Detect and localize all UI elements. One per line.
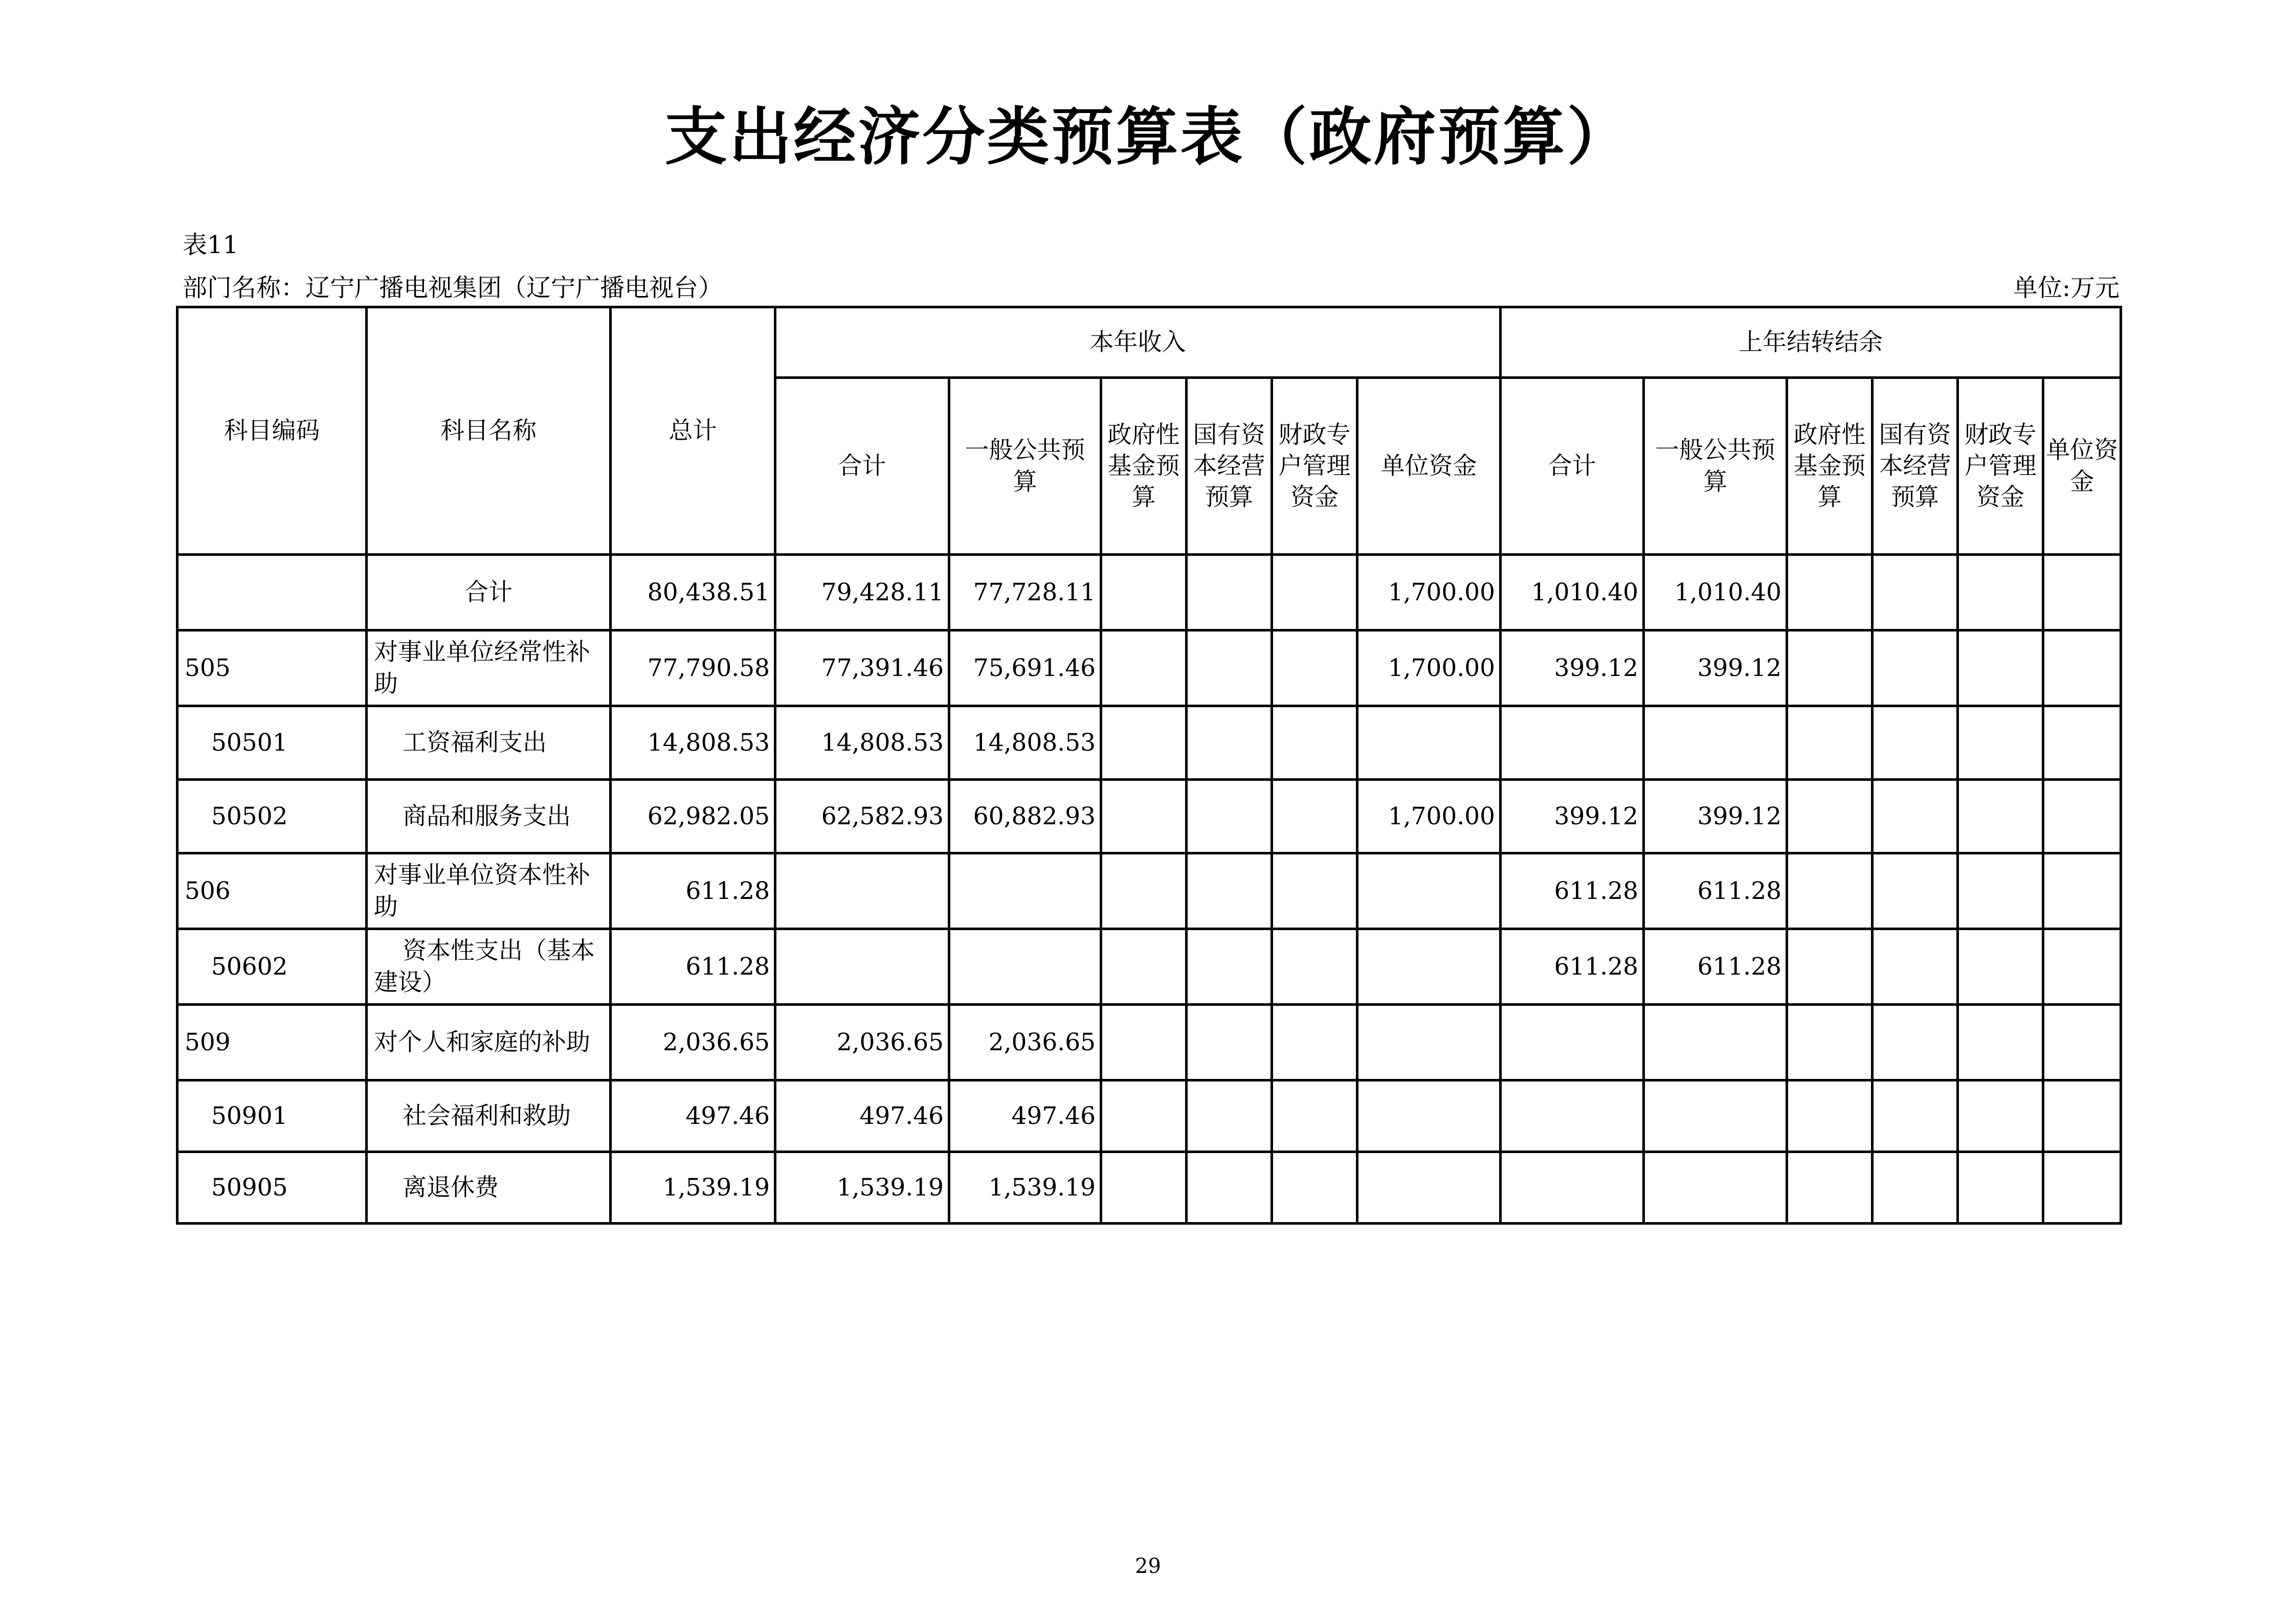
row-y-fund — [1101, 555, 1187, 630]
row-code: 50502 — [177, 780, 367, 853]
row-y-special — [1272, 630, 1357, 706]
header-y-special: 财政专户管理资金 — [1272, 378, 1357, 555]
row-code: 506 — [177, 853, 367, 929]
header-c-total: 合计 — [1501, 378, 1644, 555]
table-row — [177, 706, 2121, 780]
row-y-state — [1187, 853, 1272, 929]
row-c-unit — [2043, 1152, 2121, 1224]
row-y-unit — [1357, 1080, 1501, 1152]
row-code: 50602 — [177, 929, 367, 1005]
header-carryover: 上年结转结余 — [1501, 307, 2121, 378]
row-y-fund — [1101, 1152, 1187, 1224]
row-c-state — [1873, 1080, 1958, 1152]
row-c-fund — [1787, 853, 1873, 929]
header-c-state: 国有资本经营预算 — [1873, 378, 1958, 555]
row-c-total — [1501, 1005, 1644, 1080]
header-y-unit: 单位资金 — [1357, 378, 1501, 555]
row-y-general: 14,808.53 — [949, 706, 1101, 780]
row-y-special — [1272, 1080, 1357, 1152]
table-row — [177, 853, 2121, 929]
row-code: 50501 — [177, 706, 367, 780]
row-c-unit — [2043, 929, 2121, 1005]
row-y-general: 77,728.11 — [949, 555, 1101, 630]
row-c-special — [1958, 706, 2043, 780]
header-c-general: 一般公共预算 — [1644, 378, 1787, 555]
row-y-special — [1272, 555, 1357, 630]
row-c-general: 611.28 — [1644, 929, 1787, 1005]
table-row — [177, 1080, 2121, 1152]
row-c-total: 611.28 — [1501, 853, 1644, 929]
row-c-fund — [1787, 706, 1873, 780]
row-c-general — [1644, 706, 1787, 780]
row-c-unit — [2043, 1080, 2121, 1152]
row-y-unit: 1,700.00 — [1357, 555, 1501, 630]
row-c-total — [1501, 1080, 1644, 1152]
row-y-total: 1,539.19 — [775, 1152, 949, 1224]
header-y-fund: 政府性基金预算 — [1101, 378, 1187, 555]
row-name: 合计 — [367, 555, 611, 630]
row-c-state — [1873, 1152, 1958, 1224]
row-total: 80,438.51 — [611, 555, 775, 630]
row-y-state — [1187, 555, 1272, 630]
page-title: 支出经济分类预算表（政府预算） — [664, 101, 1632, 173]
row-y-total: 62,582.93 — [775, 780, 949, 853]
header-y-total: 合计 — [775, 378, 949, 555]
row-total: 2,036.65 — [611, 1005, 775, 1080]
row-y-general: 497.46 — [949, 1080, 1101, 1152]
row-y-total — [775, 853, 949, 929]
row-y-state — [1187, 929, 1272, 1005]
row-c-unit — [2043, 853, 2121, 929]
row-total: 497.46 — [611, 1080, 775, 1152]
row-c-state — [1873, 853, 1958, 929]
table-number: 表11 — [183, 231, 239, 259]
row-total: 1,539.19 — [611, 1152, 775, 1224]
row-c-total: 611.28 — [1501, 929, 1644, 1005]
table-row — [177, 555, 2121, 630]
row-c-total: 1,010.40 — [1501, 555, 1644, 630]
table-row — [177, 929, 2121, 1005]
row-c-fund — [1787, 1152, 1873, 1224]
row-y-fund — [1101, 929, 1187, 1005]
row-c-fund — [1787, 555, 1873, 630]
header-c-fund: 政府性基金预算 — [1787, 378, 1873, 555]
row-y-general: 60,882.93 — [949, 780, 1101, 853]
row-c-special — [1958, 1080, 2043, 1152]
row-c-total — [1501, 1152, 1644, 1224]
row-y-fund — [1101, 706, 1187, 780]
row-y-state — [1187, 630, 1272, 706]
row-c-special — [1958, 1005, 2043, 1080]
row-y-total — [775, 929, 949, 1005]
row-y-unit — [1357, 706, 1501, 780]
row-c-fund — [1787, 1005, 1873, 1080]
row-y-state — [1187, 1005, 1272, 1080]
row-c-unit — [2043, 555, 2121, 630]
row-c-general: 399.12 — [1644, 780, 1787, 853]
row-y-total: 77,391.46 — [775, 630, 949, 706]
row-y-general — [949, 929, 1101, 1005]
table-row — [177, 1152, 2121, 1224]
row-code: 509 — [177, 1005, 367, 1080]
row-total: 611.28 — [611, 929, 775, 1005]
row-total: 77,790.58 — [611, 630, 775, 706]
row-c-total: 399.12 — [1501, 780, 1644, 853]
row-name: 商品和服务支出 — [367, 780, 611, 853]
row-y-unit — [1357, 1005, 1501, 1080]
row-c-general — [1644, 1080, 1787, 1152]
row-total: 14,808.53 — [611, 706, 775, 780]
row-c-fund — [1787, 929, 1873, 1005]
row-total: 611.28 — [611, 853, 775, 929]
row-c-total — [1501, 706, 1644, 780]
row-c-general: 611.28 — [1644, 853, 1787, 929]
row-name: 离退休费 — [367, 1152, 611, 1224]
row-c-special — [1958, 853, 2043, 929]
header-c-special: 财政专户管理资金 — [1958, 378, 2043, 555]
row-c-fund — [1787, 630, 1873, 706]
row-c-general: 399.12 — [1644, 630, 1787, 706]
row-c-state — [1873, 1005, 1958, 1080]
row-y-special — [1272, 853, 1357, 929]
row-y-special — [1272, 929, 1357, 1005]
header-this-year-income: 本年收入 — [775, 307, 1501, 378]
row-y-general: 75,691.46 — [949, 630, 1101, 706]
row-code: 505 — [177, 630, 367, 706]
row-y-state — [1187, 706, 1272, 780]
row-y-total: 79,428.11 — [775, 555, 949, 630]
row-c-unit — [2043, 780, 2121, 853]
header-name: 科目名称 — [367, 307, 611, 555]
header-c-unit: 单位资金 — [2043, 378, 2121, 555]
row-y-fund — [1101, 853, 1187, 929]
row-y-fund — [1101, 1080, 1187, 1152]
row-y-unit — [1357, 853, 1501, 929]
row-y-fund — [1101, 780, 1187, 853]
row-y-unit: 1,700.00 — [1357, 630, 1501, 706]
row-c-fund — [1787, 1080, 1873, 1152]
row-c-fund — [1787, 780, 1873, 853]
header-total: 总计 — [611, 307, 775, 555]
row-y-special — [1272, 1005, 1357, 1080]
row-c-general — [1644, 1152, 1787, 1224]
row-c-general: 1,010.40 — [1644, 555, 1787, 630]
row-y-special — [1272, 1152, 1357, 1224]
row-c-special — [1958, 555, 2043, 630]
row-y-general: 1,539.19 — [949, 1152, 1101, 1224]
row-y-state — [1187, 780, 1272, 853]
header-y-general: 一般公共预算 — [949, 378, 1101, 555]
row-name: 社会福利和救助 — [367, 1080, 611, 1152]
row-c-unit — [2043, 1005, 2121, 1080]
unit-label: 单位:万元 — [2013, 274, 2120, 302]
row-c-unit — [2043, 630, 2121, 706]
row-y-unit — [1357, 1152, 1501, 1224]
row-y-total: 497.46 — [775, 1080, 949, 1152]
row-c-special — [1958, 1152, 2043, 1224]
row-c-state — [1873, 630, 1958, 706]
row-c-state — [1873, 555, 1958, 630]
row-y-special — [1272, 706, 1357, 780]
row-name: 对事业单位经常性补助 — [367, 630, 611, 706]
row-y-total: 2,036.65 — [775, 1005, 949, 1080]
row-c-state — [1873, 706, 1958, 780]
row-y-general: 2,036.65 — [949, 1005, 1101, 1080]
row-name: 对事业单位资本性补助 — [367, 853, 611, 929]
row-code: 50905 — [177, 1152, 367, 1224]
row-c-special — [1958, 780, 2043, 853]
row-y-state — [1187, 1152, 1272, 1224]
row-total: 62,982.05 — [611, 780, 775, 853]
row-y-fund — [1101, 630, 1187, 706]
row-c-state — [1873, 929, 1958, 1005]
row-y-general — [949, 853, 1101, 929]
row-y-unit — [1357, 929, 1501, 1005]
table-row — [177, 630, 2121, 706]
row-code: 50901 — [177, 1080, 367, 1152]
row-y-unit: 1,700.00 — [1357, 780, 1501, 853]
row-y-fund — [1101, 1005, 1187, 1080]
row-name: 工资福利支出 — [367, 706, 611, 780]
row-c-state — [1873, 780, 1958, 853]
row-name: 资本性支出（基本建设） — [367, 929, 611, 1005]
table-row — [177, 780, 2121, 853]
page-number: 29 — [1135, 1554, 1161, 1578]
table-row — [177, 1005, 2121, 1080]
row-c-unit — [2043, 706, 2121, 780]
department-name: 部门名称：辽宁广播电视集团（辽宁广播电视台） — [183, 274, 723, 302]
row-name: 对个人和家庭的补助 — [367, 1005, 611, 1080]
row-c-special — [1958, 929, 2043, 1005]
row-y-total: 14,808.53 — [775, 706, 949, 780]
row-c-total: 399.12 — [1501, 630, 1644, 706]
row-c-general — [1644, 1005, 1787, 1080]
row-y-special — [1272, 780, 1357, 853]
budget-table — [176, 306, 2122, 1225]
row-c-special — [1958, 630, 2043, 706]
header-code: 科目编码 — [177, 307, 367, 555]
row-code — [177, 555, 367, 630]
row-y-state — [1187, 1080, 1272, 1152]
header-y-state: 国有资本经营预算 — [1187, 378, 1272, 555]
